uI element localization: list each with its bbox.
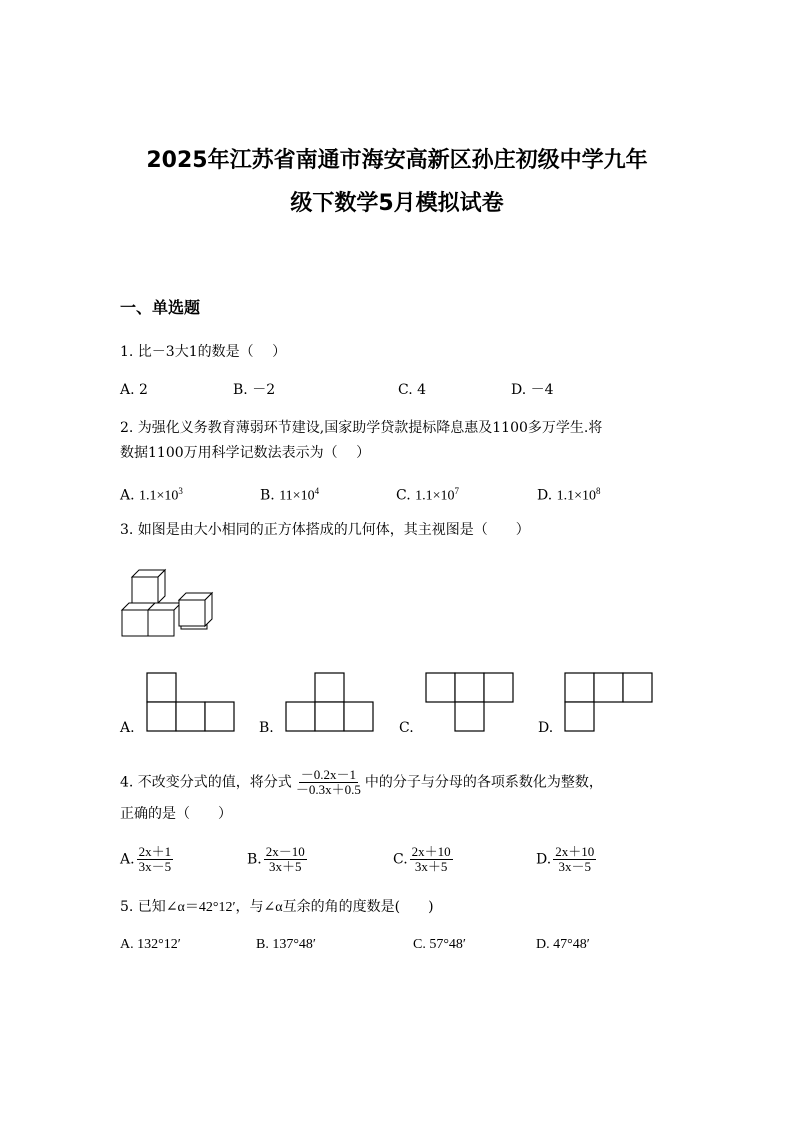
question-4-stem: 4. 不改变分式的值，将分式 $\frac{-0.2x-1}{-0.3x+0.5}$ 中的分子与分母的各项系数化为整数， (120, 767, 603, 797)
q4-option-d: D. $\frac{2x+10}{3x-5}$ (536, 844, 595, 874)
q3-option-b-view (285, 672, 375, 732)
q1-option-b: B. －2 (233, 382, 276, 398)
document-title-line2: 级下数学5月模拟试卷 (290, 191, 504, 216)
q4-option-c: C. $\frac{2x+10}{3x+5}$ (393, 844, 451, 874)
q1-option-c: C. 4 (398, 382, 427, 398)
q3-option-b-label: B. (259, 720, 274, 736)
q2-option-a: A. $1.1\times 10^3$ (120, 486, 183, 504)
q1-option-d: D. －4 (511, 382, 554, 398)
document-title-line1: 2025年江苏省南通市海安高新区孙庄初级中学九年 (146, 148, 648, 173)
q4-option-b: B. $\frac{2x-10}{3x+5}$ (247, 844, 305, 874)
q5-option-b: B. 137°48′ (256, 937, 316, 952)
q3-option-a-label: A. (120, 720, 135, 736)
q2-option-b: B. $11\times 10^4$ (260, 486, 320, 504)
q1-option-a: A. 2 (120, 382, 148, 398)
section-heading: 一、单选题 (120, 298, 201, 317)
q3-option-d-label: D. (538, 720, 554, 736)
cube-figure (116, 562, 220, 640)
q2-option-d: D. $1.1\times 10^8$ (537, 486, 601, 504)
q4-stem-fraction: $\frac{-0.2x-1}{-0.3x+0.5}$ (295, 767, 361, 797)
q3-option-c-view (425, 672, 515, 732)
q3-option-d-view (564, 672, 654, 732)
q5-option-a: A. 132°12′ (120, 937, 181, 952)
question-2-stem-line1: 2. 为强化义务教育薄弱环节建设,国家助学贷款提标降息惠及1100多万学生.将 (120, 420, 603, 436)
question-4-stem-line2: 正确的是（ ） (120, 806, 232, 822)
question-5-stem: 5. 已知∠α＝42°12′，与∠α互余的角的度数是( ) (120, 899, 434, 915)
q2-option-c: C. $1.1\times 10^7$ (396, 486, 460, 504)
question-1-stem: 1. 比－3大1的数是（ ） (120, 344, 287, 360)
q5-option-c: C. 57°48′ (413, 937, 466, 952)
q5-option-d: D. 47°48′ (536, 937, 590, 952)
q3-option-a-view (146, 672, 236, 732)
q3-option-c-label: C. (399, 720, 414, 736)
question-3-stem: 3. 如图是由大小相同的正方体搭成的几何体，其主视图是（ ） (120, 522, 530, 538)
q4-option-a: A. $\frac{2x+1}{3x-5}$ (120, 844, 172, 874)
question-2-stem-line2: 数据1100万用科学记数法表示为（ ） (120, 445, 371, 461)
